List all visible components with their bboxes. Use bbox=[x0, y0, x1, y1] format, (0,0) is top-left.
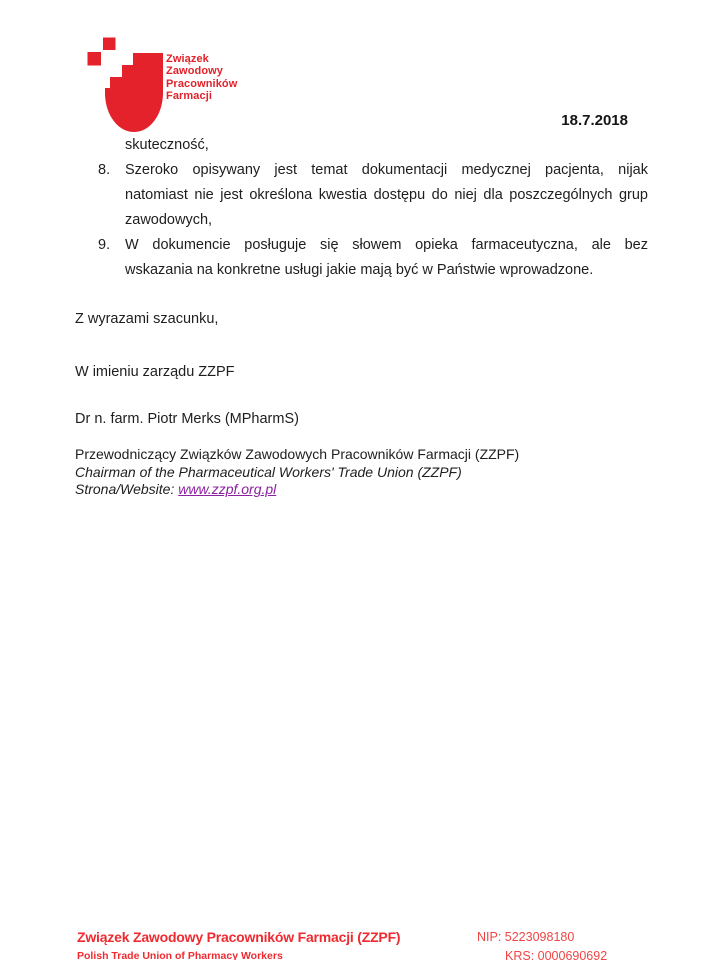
list-item-8-number: 8. bbox=[98, 162, 111, 178]
list-item-8-line-3: zawodowych, bbox=[125, 212, 213, 228]
website-link[interactable]: www.zzpf.org.pl bbox=[178, 481, 277, 498]
signer-title-pl: Przewodniczący Związków Zawodowych Pracowników Farmacji (ZZPF) bbox=[75, 446, 520, 462]
list-item-8 bbox=[75, 158, 648, 233]
list-item-9 bbox=[75, 233, 648, 283]
zzpf-logo-wordmark bbox=[166, 53, 237, 103]
list-item-8-line-2: natomiast nie jest określona kwestia dostępu do niej dla poszczególnych grup bbox=[125, 187, 648, 203]
letter-body bbox=[75, 133, 648, 283]
closing-salutation: Z wyrazami szacunku, bbox=[75, 311, 219, 327]
footer-org-name-en: Polish Trade Union of Pharmacy Workers bbox=[77, 950, 283, 960]
on-behalf-line: W imieniu zarządu ZZPF bbox=[75, 364, 235, 380]
list-item-9-line-1: W dokumencie posługuje się słowem opieka farmaceutyczna, ale bez bbox=[125, 237, 648, 253]
list-item-9-line-2: wskazania na konkretne usługi jakie mają być w Państwie wprowadzone. bbox=[125, 262, 594, 278]
logo-line-1: Związek bbox=[166, 53, 209, 65]
footer-org-name: Związek Zawodowy Pracowników Farmacji (ZZPF) bbox=[77, 929, 401, 945]
logo-line-4: Farmacji bbox=[166, 90, 213, 103]
list-item-8-line-1: Szeroko opisywany jest temat dokumentacji medycznej pacjenta, nijak bbox=[125, 162, 648, 178]
letter-date: 18.7.2018 bbox=[561, 112, 628, 129]
list-item-9-number: 9. bbox=[98, 237, 111, 253]
footer-nip: NIP: 5223098180 bbox=[477, 930, 575, 944]
logo-line-2: Zawodowy bbox=[166, 65, 224, 78]
footer-krs: KRS: 0000690692 bbox=[505, 949, 608, 960]
website-line bbox=[75, 481, 519, 499]
signer-name: Dr n. farm. Piotr Merks (MPharmS) bbox=[75, 411, 299, 427]
signer-title-en: Chairman of the Pharmaceutical Workers' Trade Union (ZZPF) bbox=[75, 463, 462, 480]
website-label: Strona/Website: bbox=[75, 481, 179, 498]
logo-line-3: Pracowników bbox=[166, 77, 238, 90]
signature-block bbox=[75, 446, 519, 499]
paragraph-continuation: skuteczność, bbox=[125, 137, 209, 153]
